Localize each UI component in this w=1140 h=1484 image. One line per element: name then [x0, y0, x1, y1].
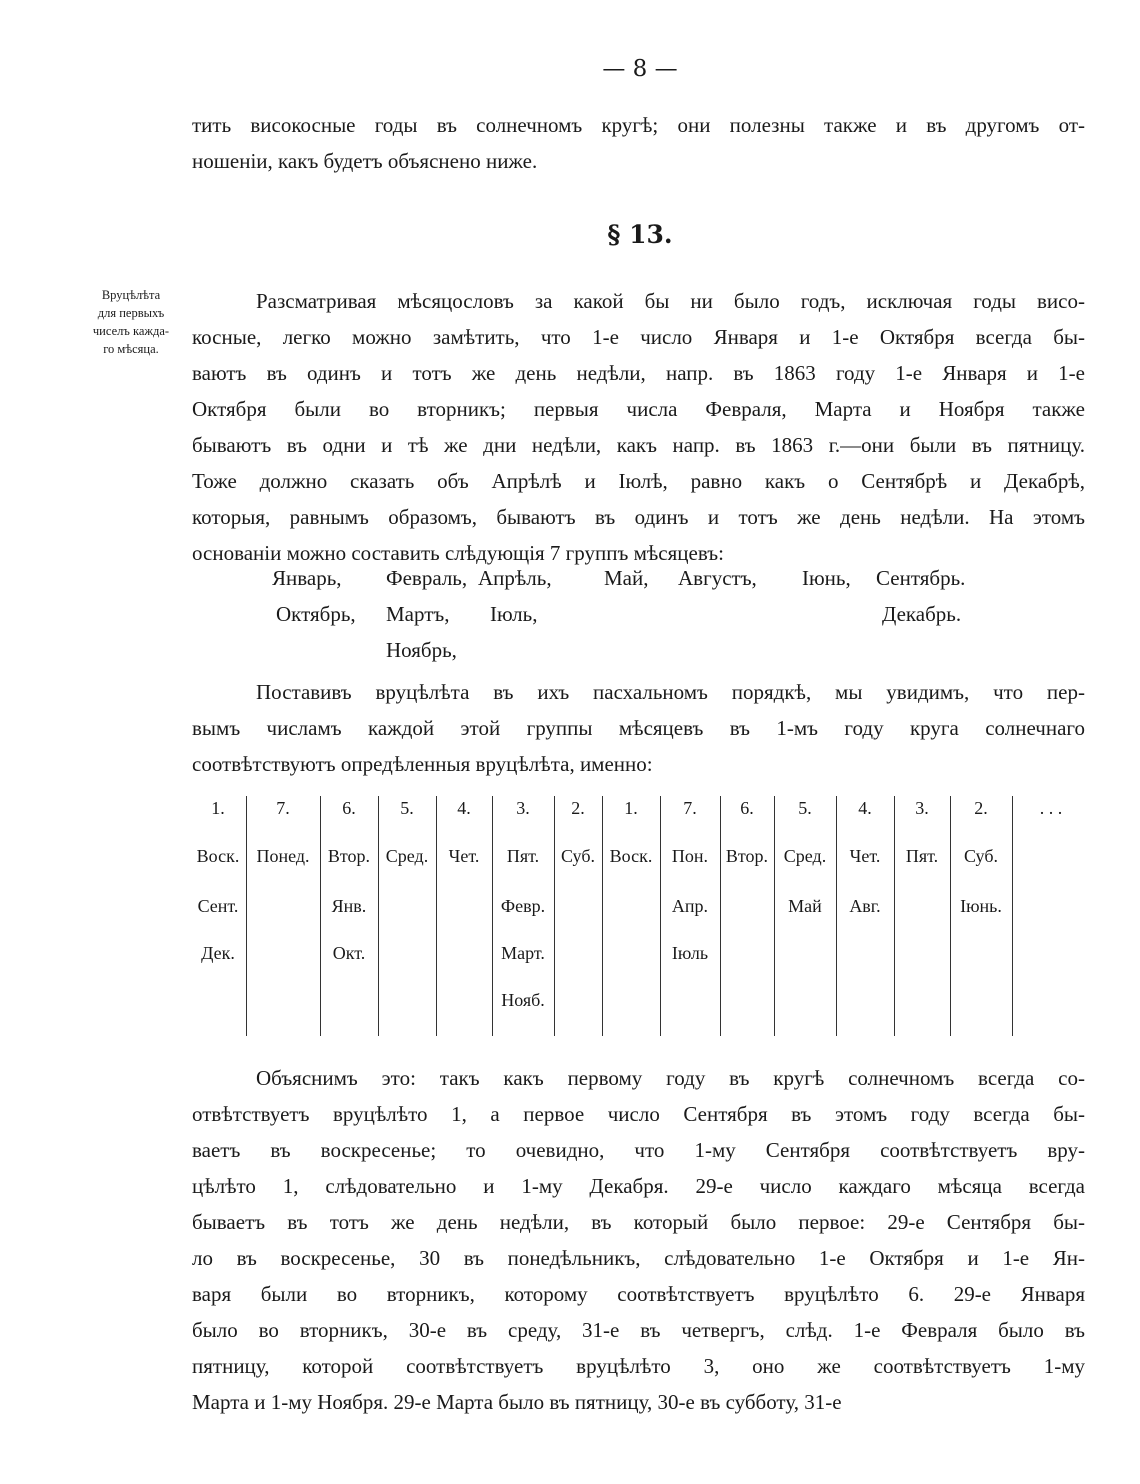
month-group-7-b: Декабрь.: [882, 602, 962, 626]
table-column: [554, 796, 602, 1036]
month-group-1-a: Январь,: [272, 566, 342, 590]
table-month: Март.: [501, 943, 545, 963]
text-line: которыя, равнымъ образомъ, бываютъ въ одинъ и тотъ же день недѣли. На этомъ: [192, 505, 1085, 529]
table-column: [602, 796, 660, 1036]
paragraph-3: [192, 1060, 1085, 1420]
table-divider: [1012, 796, 1013, 1036]
table-weekday: Понед.: [256, 846, 310, 866]
text-line: Разсматривая мѣсяцословъ за какой бы ни было годъ, исключая годы висо-: [256, 289, 1085, 313]
table-month: Янв.: [331, 896, 367, 916]
table-weekday: Воск.: [609, 846, 653, 866]
text-line: ло въ воскресенье, 30 въ понедѣльникъ, слѣдовательно 1-е Октября и 1-е Ян-: [192, 1246, 1085, 1270]
table-month: Нояб.: [501, 990, 545, 1010]
table-column: [720, 796, 774, 1036]
table-month: Іюль: [671, 943, 709, 963]
table-divider: [720, 796, 721, 1036]
table-column: [492, 796, 554, 1036]
table-divider: [950, 796, 951, 1036]
table-number: 5.: [400, 798, 414, 818]
text-line: соотвѣтствуютъ опредѣленныя вруцѣлѣта, именно:: [192, 752, 653, 776]
month-group-2-c: Ноябрь,: [386, 638, 457, 662]
table-number: 6.: [740, 798, 754, 818]
text-line: Тоже должно сказать объ Апрѣлѣ и Іюлѣ, равно какъ о Сентябрѣ и Декабрѣ,: [192, 469, 1085, 493]
table-column: [1012, 796, 1090, 1036]
table-divider: [660, 796, 661, 1036]
table-number: 5.: [798, 798, 812, 818]
text-line: косные, легко можно замѣтить, что 1-е число Января и 1-е Октября всегда бы-: [192, 325, 1085, 349]
table-weekday: Суб.: [561, 846, 595, 866]
text-line: ваютъ въ одинъ и тотъ же день недѣли, напр. въ 1863 году 1-е Января и 1-е: [192, 361, 1085, 385]
intro-paragraph: [192, 107, 1085, 179]
table-column: [436, 796, 492, 1036]
table-weekday: Чет.: [849, 846, 881, 866]
table-weekday: Пят.: [905, 846, 939, 866]
margin-note: [76, 286, 186, 358]
month-group-3-a: Апрѣль,: [478, 566, 552, 590]
text-line: основаніи можно составить слѣдующія 7 группъ мѣсяцевъ:: [192, 541, 724, 565]
table-divider: [378, 796, 379, 1036]
table-divider: [894, 796, 895, 1036]
table-column: [190, 796, 246, 1036]
table-column: [836, 796, 894, 1036]
table-column: [660, 796, 720, 1036]
text-line: тить високосные годы въ солнечномъ кругѣ; они полезны также и въ другомъ от-: [192, 113, 1085, 137]
margin-note-line: для первыхъ: [97, 306, 165, 320]
table-number: 2.: [571, 798, 585, 818]
table-number: 1.: [211, 798, 225, 818]
text-line: ношеніи, какъ будетъ объяснено ниже.: [192, 149, 538, 173]
text-line: Объяснимъ это: такъ какъ первому году въ кругѣ солнечномъ всегда со-: [256, 1066, 1085, 1090]
table-number: 2.: [974, 798, 988, 818]
text-line: Марта и 1-му Ноября. 29-е Марта было въ пятницу, 30-е въ субботу, 31-е: [192, 1390, 842, 1414]
table-weekday: Сред.: [783, 846, 827, 866]
table-divider: [436, 796, 437, 1036]
margin-note-line: чиселъ каждa-: [92, 324, 170, 338]
text-line: вымъ числамъ каждой этой группы мѣсяцевъ въ 1-мъ году круга солнечнаго: [192, 716, 1085, 740]
page-number: — 8 —: [602, 56, 678, 82]
text-line: было во вторникъ, 30-е въ среду, 31-е въ четвергъ, слѣд. 1-е Февраля было въ: [192, 1318, 1085, 1342]
table-weekday: Пон.: [671, 846, 709, 866]
month-group-6-a: Іюнь,: [802, 566, 851, 590]
table-divider: [602, 796, 603, 1036]
table-weekday: Втор.: [327, 846, 371, 866]
month-group-7-a: Сентябрь.: [876, 566, 966, 590]
month-groups: [192, 566, 1085, 676]
text-line: Октября были во вторникъ; первыя числа Февраля, Марта и Ноября также: [192, 397, 1085, 421]
table-divider: [774, 796, 775, 1036]
table-divider: [246, 796, 247, 1036]
margin-note-line: Вруцѣлѣта: [101, 288, 161, 302]
table-number: 7.: [683, 798, 697, 818]
paragraph-1: [192, 283, 1085, 571]
table-month: Дек.: [201, 943, 235, 963]
month-group-2-a: Февраль,: [386, 566, 468, 590]
table-divider: [492, 796, 493, 1036]
month-group-5-a: Августъ,: [678, 566, 757, 590]
table-month: Авг.: [849, 896, 881, 916]
table-month: Сент.: [197, 896, 239, 916]
table-month: Іюнь.: [960, 896, 1002, 916]
margin-note-line: го мѣсяца.: [103, 342, 159, 356]
table-weekday: Воск.: [196, 846, 240, 866]
table-number: 4.: [457, 798, 471, 818]
table-weekday: Сред.: [385, 846, 429, 866]
text-line: пятницу, которой соотвѣтствуетъ вруцѣлѣто 3, оно же соотвѣтствуетъ 1-му: [192, 1354, 1085, 1378]
table-number: 3.: [915, 798, 929, 818]
text-line: отвѣтствуетъ вруцѣлѣто 1, а первое число Сентября въ этомъ году всегда бы-: [192, 1102, 1085, 1126]
table-divider: [320, 796, 321, 1036]
text-line: цѣлѣто 1, слѣдовательно и 1-му Декабря. 29-е число каждаго мѣсяца всегда: [192, 1174, 1085, 1198]
table-number: . . .: [1039, 798, 1063, 818]
table-number: 7.: [276, 798, 290, 818]
month-group-1-b: Октябрь,: [276, 602, 356, 626]
table-divider: [554, 796, 555, 1036]
table-column: [950, 796, 1012, 1036]
table-month: Окт.: [332, 943, 366, 963]
table-divider: [836, 796, 837, 1036]
month-group-3-b: Іюль,: [490, 602, 538, 626]
table-number: 3.: [516, 798, 530, 818]
table-number: 1.: [624, 798, 638, 818]
month-group-2-b: Мартъ,: [386, 602, 450, 626]
text-line: бываетъ въ тотъ же день недѣли, въ который было первое: 29-е Сентября бы-: [192, 1210, 1085, 1234]
table-weekday: Суб.: [964, 846, 998, 866]
table-weekday: Чет.: [448, 846, 480, 866]
text-line: ваетъ въ воскресенье; то очевидно, что 1-му Сентября соотвѣтствуетъ вру-: [192, 1138, 1085, 1162]
table-column: [246, 796, 320, 1036]
table-month: Апр.: [671, 896, 709, 916]
text-line: Поставивъ вруцѣлѣта въ ихъ пасхальномъ порядкѣ, мы увидимъ, что пер-: [256, 680, 1085, 704]
table-month: Февр.: [500, 896, 546, 916]
section-heading: § 13.: [607, 220, 673, 249]
table-column: [378, 796, 436, 1036]
table-number: 4.: [858, 798, 872, 818]
table-number: 6.: [342, 798, 356, 818]
paragraph-2: [192, 674, 1085, 782]
table-column: [320, 796, 378, 1036]
table-weekday: Пят.: [506, 846, 540, 866]
text-line: бываютъ въ одни и тѣ же дни недѣли, какъ напр. въ 1863 г.—они были въ пятницу.: [192, 433, 1085, 457]
month-group-4-a: Май,: [604, 566, 649, 590]
table-month: Май: [788, 896, 822, 916]
table-weekday: Втор.: [725, 846, 769, 866]
table-column: [774, 796, 836, 1036]
text-line: варя были во вторникъ, которому соотвѣтствуетъ вруцѣлѣто 6. 29-е Января: [192, 1282, 1085, 1306]
table-column: [894, 796, 950, 1036]
